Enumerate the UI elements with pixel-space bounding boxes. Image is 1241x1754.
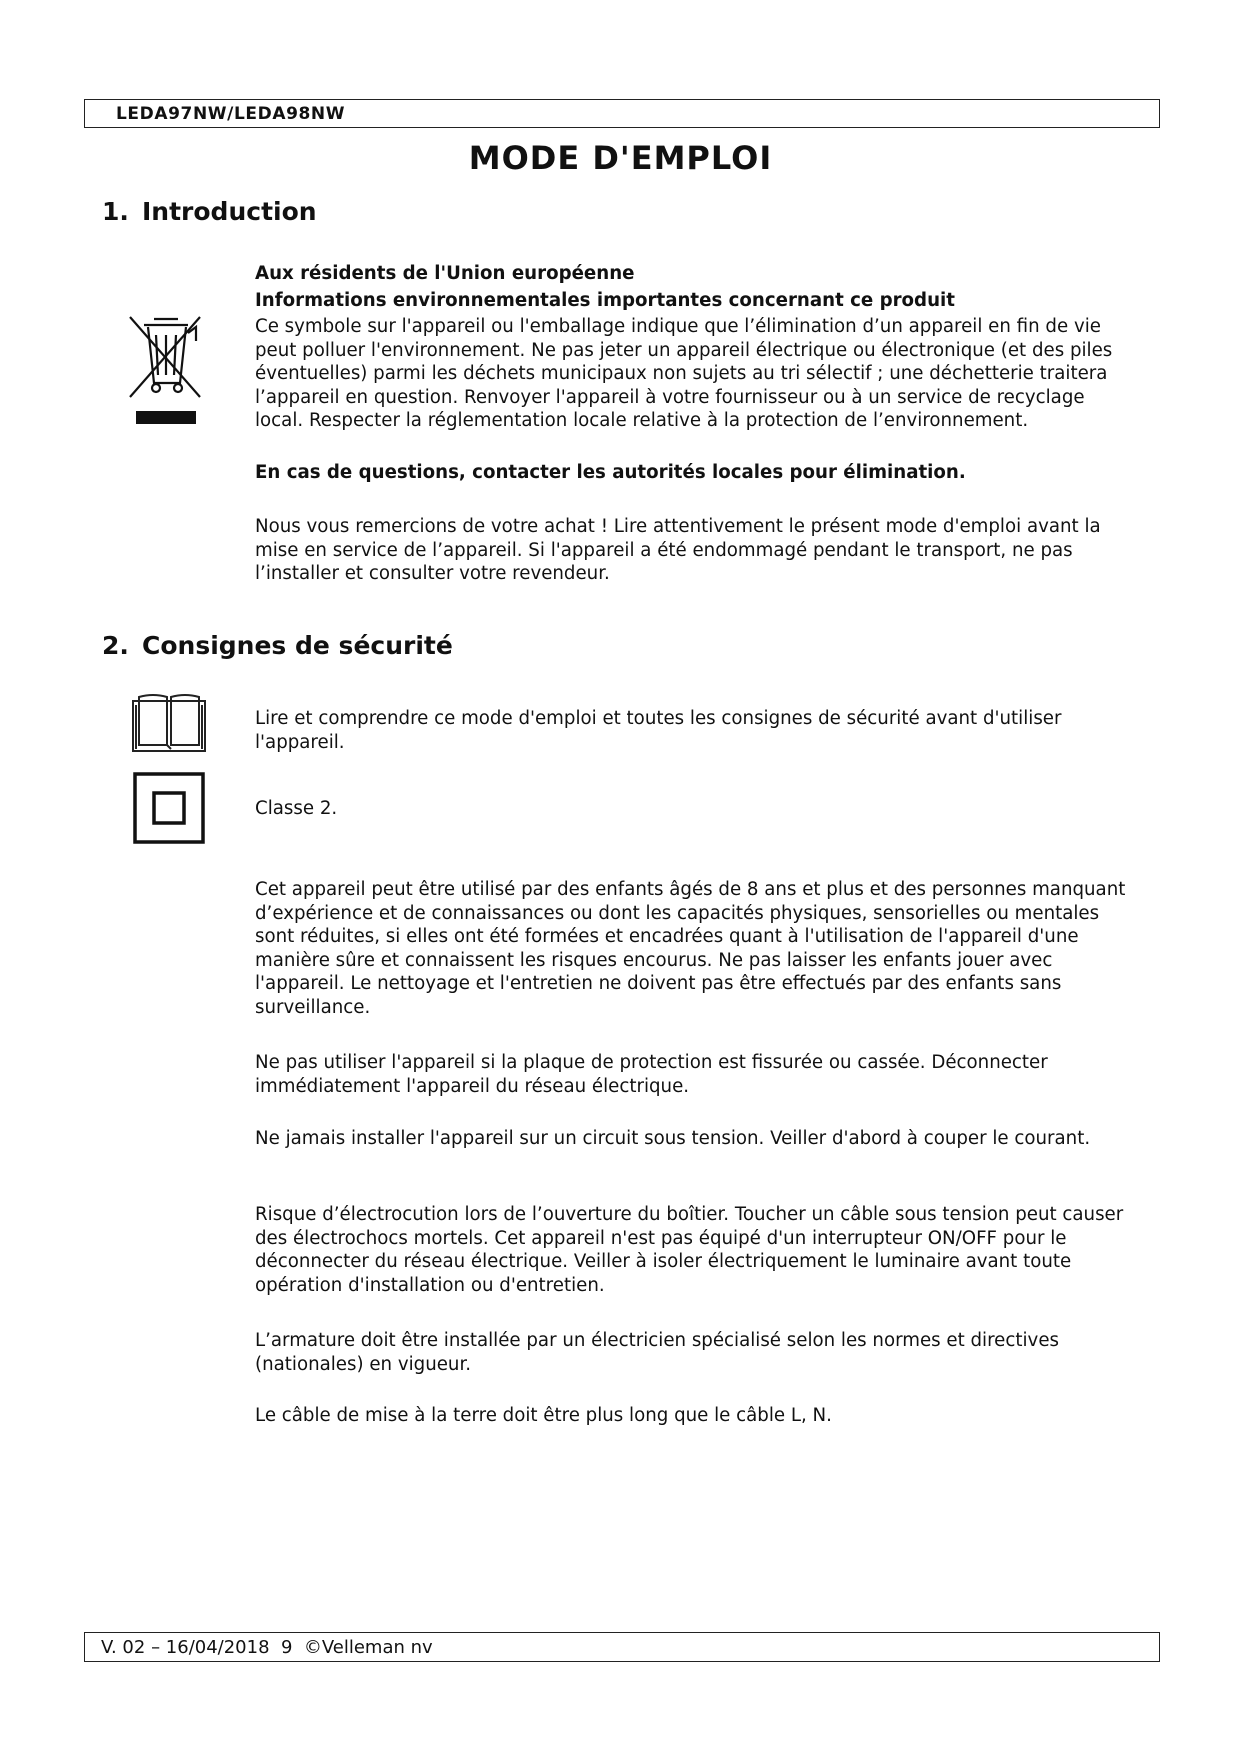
section-number: 1. bbox=[102, 197, 129, 226]
safety-paragraph-electrocution: Risque d’électrocution lors de l’ouverture du boîtier. Toucher un câble sous tension peut causer des électrochocs mortels. Cet appareil n'est pas équipé d'un interrupteur ON/OFF pour le déconnecter du réseau électrique. Veiller à isoler électriquement le luminaire avant toute opération d'installation ou d'entretien. bbox=[255, 1204, 1124, 1296]
footer-box bbox=[84, 1632, 1160, 1662]
safety-paragraph-earth-cable: Le câble de mise à la terre doit être plus long que le câble L, N. bbox=[255, 1405, 832, 1426]
read-manual-icon bbox=[131, 693, 207, 753]
weee-bin-icon bbox=[126, 311, 206, 429]
page-title: MODE D'EMPLOI bbox=[468, 139, 773, 177]
section-title: Introduction bbox=[142, 197, 317, 226]
footer-text: V. 02 – 16/04/2018 9 ©Velleman nv bbox=[101, 1637, 433, 1658]
section-heading-safety bbox=[102, 631, 453, 660]
section-title: Consignes de sécurité bbox=[142, 631, 453, 660]
eu-body: Ce symbole sur l'appareil ou l'emballage indique que l’élimination d’un appareil en fin de vie peut polluer l'environnement. Ne pas jeter un appareil électrique ou électronique (et des piles éventuelles) parmi les déchets municipaux non sujets au tri sélectif ; une déchetterie traitera l’appareil en question. Renvoyer l'appareil à votre fournisseur ou à un service de recyclage local. Respecter la réglementation locale relative à la protection de l’environnement. bbox=[255, 316, 1113, 431]
class-note: Classe 2. bbox=[255, 798, 338, 819]
model-label: LEDA97NW/LEDA98NW bbox=[116, 104, 346, 124]
safety-paragraph-live-circuit: Ne jamais installer l'appareil sur un circuit sous tension. Veiller d'abord à couper le courant. bbox=[255, 1128, 1091, 1149]
safety-paragraph-cracked-plate: Ne pas utiliser l'appareil si la plaque de protection est fissurée ou cassée. Déconnecter immédiatement l'appareil du réseau électrique. bbox=[255, 1052, 1048, 1097]
safety-paragraph-electrician: L’armature doit être installée par un électricien spécialisé selon les normes et directives (nationales) en vigueur. bbox=[255, 1330, 1059, 1375]
eu-subtitle: Informations environnementales importantes concernant ce produit bbox=[255, 290, 955, 311]
eu-title: Aux résidents de l'Union européenne bbox=[255, 263, 635, 284]
safety-paragraph-children: Cet appareil peut être utilisé par des enfants âgés de 8 ans et plus et des personnes manquant d’expérience et de connaissances ou dont les capacités physiques, sensorielles ou mentales sont réduites, si elles ont été formées et encadrées quant à l'utilisation de l'appareil d'une manière sûre et connaissent les risques encourus. Ne pas laisser les enfants jouer avec l'appareil. Le nettoyage et l'entretien ne doivent pas être effectués par des enfants sans surveillance. bbox=[255, 879, 1126, 1018]
header-box bbox=[84, 99, 1160, 128]
section-heading-introduction bbox=[102, 197, 317, 226]
class-2-insulation-icon bbox=[133, 772, 205, 844]
manual-note: Lire et comprendre ce mode d'emploi et toutes les consignes de sécurité avant d'utiliser l'appareil. bbox=[255, 708, 1062, 753]
thanks-paragraph: Nous vous remercions de votre achat ! Lire attentivement le présent mode d'emploi avant la mise en service de l’appareil. Si l'appareil a été endommagé pendant le transport, ne pas l’installer et consulter votre revendeur. bbox=[255, 516, 1101, 584]
section-number: 2. bbox=[102, 631, 129, 660]
eu-note: En cas de questions, contacter les autorités locales pour élimination. bbox=[255, 462, 966, 483]
